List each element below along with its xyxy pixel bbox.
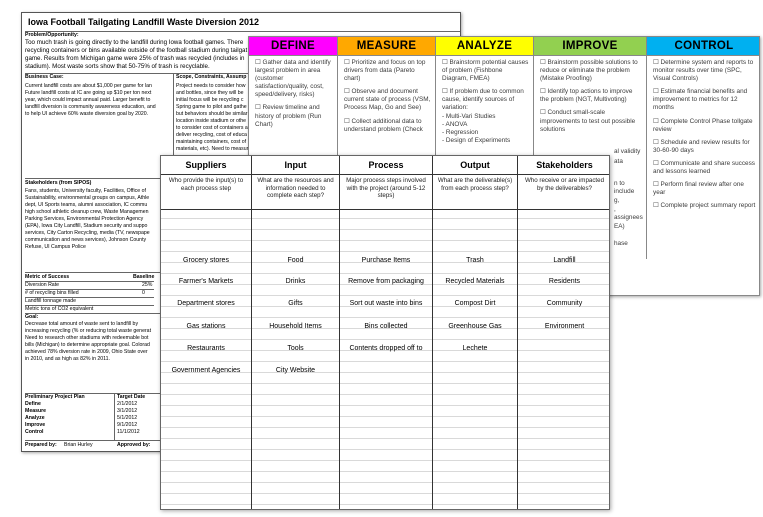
plan-date: 3/1/2012 (117, 408, 138, 414)
goal-line: in 2010, and as high as 82% in 2011. (25, 356, 110, 362)
checklist-item-fragment: n to include (614, 179, 635, 196)
phase-control (647, 37, 760, 259)
sipoc-cell: Food (287, 257, 304, 264)
checklist-item: ☐ Gather data and identify largest problem in area (customer satisfaction/quality, cost, speed/delivery, risks) (255, 59, 331, 99)
phase-header: ANALYZE (436, 37, 533, 56)
plan-phase: Analyze (25, 415, 45, 421)
divider (114, 393, 115, 441)
checklist-item: ☐ Perform final review after one year (653, 181, 744, 197)
plan-date: 2/1/2012 (117, 401, 138, 407)
column-question: Who provide the input(s) to each process step (161, 175, 251, 210)
problem-line: stadium). Most waste sorts show that 50-75% of trash is recyclable. (25, 63, 210, 70)
sipoc-column-input (252, 156, 340, 509)
column-question: What are the deliverable(s) from each process step? (433, 175, 517, 210)
checklist-item: ☐ Conduct small-scale improvements to test out possible solutions (540, 109, 636, 133)
scope-line: deliver recycling, cost of educa (176, 132, 247, 138)
checklist-subitem: - Multi-Vari Studies (442, 112, 496, 120)
plan-phase: Improve (25, 422, 46, 428)
stakeholders-line: dept, UI Sports teams, alumni association, IC commu (25, 202, 148, 208)
metric-name: # of recycling bins filled (25, 290, 79, 296)
checklist-item: ☐ Complete project summary report (653, 202, 756, 210)
checklist-item: ☐ Collect additional data to understand problem (Check (344, 117, 423, 133)
stakeholders-line: Fans, students, University faculty, Facilities, Office of (25, 188, 146, 194)
stakeholders-line: (EPA), Iowa City Landfill, Stadium security and suppo (25, 223, 148, 229)
metric-name: Landfill tonnage made (25, 298, 77, 304)
scope-line: but behaviors should be similar (176, 111, 248, 117)
sipoc-cell: Grocery stores (183, 257, 229, 264)
sipoc-cell: Department stores (177, 300, 235, 307)
plan-phase: Measure (25, 408, 47, 414)
sipoc-column-suppliers (161, 156, 252, 509)
sipoc-cell: Restaurants (187, 345, 225, 352)
sipoc-sheet (160, 155, 610, 510)
stakeholders-line: services, City Carton Recycling, media (TV, newspape (25, 230, 150, 236)
sipoc-cell: Compost Dirt (454, 300, 496, 307)
problem-line: Too much trash is going directly to the landfill during Iowa football games. There (25, 39, 244, 46)
checklist-item: ☐ Communicate and share success and lessons learned (653, 159, 755, 176)
phase-header: IMPROVE (534, 37, 646, 56)
checklist-subitem: - ANOVA (442, 120, 468, 128)
checklist-item: ☐ If problem due to common cause, identify sources of variation: (442, 88, 524, 112)
charter-title: Iowa Football Tailgating Landfill Waste Diversion 2012 (28, 17, 260, 27)
stakeholders-line: high school athletic cleanup crew, Waste Managemen (25, 209, 149, 215)
sipoc-cell: Recycled Materials (445, 278, 505, 285)
metrics-header-metric: Metric of Success (25, 274, 70, 280)
scope-line: initial focus will be recycling c (176, 97, 244, 103)
scope-line: and bottles, since they will be (176, 90, 244, 96)
sipoc-cell: Farmer's Markets (178, 278, 234, 285)
stakeholders-line: Sustainability, environmental groups on campus, Athle (25, 195, 150, 201)
phase-header: MEASURE (338, 37, 435, 56)
scope-line: Project needs to consider how (176, 83, 246, 89)
plan-phase: Define (25, 401, 41, 407)
stakeholders-label: Stakeholders (from SIPOS) (25, 180, 92, 186)
plan-header-phase: Preliminary Project Plan (25, 394, 85, 400)
business-case-line: to help UI achieve 60% waste diversion goal by 2020. (25, 111, 149, 117)
sipoc-cell: Sort out waste into bins (349, 300, 423, 307)
column-header: Input (252, 156, 339, 175)
divider (25, 31, 460, 32)
checklist-subitem: - Design of Experiments (442, 136, 511, 144)
problem-line: game. Results from Michigan game were 25% of trash was recycled (includes in (25, 55, 245, 62)
sipoc-cell: Environment (544, 323, 585, 330)
sipoc-cell: Tools (287, 345, 304, 352)
sipoc-cell: City Website (275, 367, 316, 374)
sipoc-column-output (433, 156, 518, 509)
checklist-item: ☐ Observe and document current state of process (VSM, Process Map, Go and See) (344, 88, 431, 112)
sipoc-cell: Bins collected (364, 323, 408, 330)
checklist-item: ☐ Identify top actions to improve the problem (NGT, Multivoting) (540, 88, 633, 104)
sipoc-cell: Lechete (462, 345, 488, 352)
sipoc-cell: Gas stations (186, 323, 226, 330)
sipoc-cell: Drinks (285, 278, 306, 285)
sipoc-cell: Contents dropped off to (349, 345, 423, 352)
goal-line: increasing recycling (% or reducing total waste generat (25, 328, 152, 334)
column-header: Process (340, 156, 432, 175)
checklist-item-fragment: al validity (614, 147, 641, 155)
business-case-line: Current landfill costs are about $1,000 per game for lan (25, 83, 152, 89)
checklist-item: ☐ Review timeline and history of problem (Run Chart) (255, 104, 322, 128)
sipoc-cell: Trash (466, 257, 484, 264)
checklist-item-fragment: hase (614, 239, 628, 247)
metric-baseline: 0 (142, 290, 145, 296)
sipoc-cell: Residents (548, 278, 581, 285)
checklist-item: ☐ Estimate financial benefits and improvement to metrics for 12 months (653, 88, 748, 112)
checklist-item-fragment: , assignees (614, 206, 643, 222)
stakeholders-line: Parking Services, Environmental Protection Agency (25, 216, 144, 222)
plan-date: 5/1/2012 (117, 415, 138, 421)
stakeholders-line: communication and news services), Johnson County (25, 237, 147, 243)
prepared-by-label: Prepared by: (25, 442, 57, 448)
scope-line: location inside stadium or othe (176, 118, 247, 124)
approved-by-label: Approved by: (117, 442, 151, 448)
metric-baseline: 25% (142, 282, 153, 288)
plan-date: 9/1/2012 (117, 422, 138, 428)
scope-line: to consider cost of containers a (176, 125, 248, 131)
checklist-item: ☐ Prioritize and focus on top drivers from data (Pareto chart) (344, 59, 426, 83)
scope-line: materials, etc). Need to measur (176, 146, 249, 152)
plan-phase: Control (25, 429, 44, 435)
checklist-item: ☐ Complete Control Phase tollgate review (653, 117, 753, 133)
sipoc-cell: Gifts (288, 300, 303, 307)
goal-line: bills (Michigan) to determine appropriate goal. Colorad (25, 342, 150, 348)
goal-line: Decrease total amount of waste sent to landfill by (25, 321, 139, 327)
checklist-item: ☐ Brainstorm potential causes of problem (Fishbone Diagram, FMEA) (442, 59, 529, 83)
business-case-line: Future landfill costs at IC are going up $10 per ton next (25, 90, 152, 96)
business-case-line: year, which could impact annual paid. Larger benefit to (25, 97, 151, 103)
metrics-header-baseline: Baseline (133, 274, 155, 280)
checklist-subitem: - Regression (442, 128, 479, 136)
column-question: What are the resources and information needed to complete each step? (252, 175, 339, 210)
goal-line: achieved 78% diversion rate in 2009, Ohio State over (25, 349, 148, 355)
sipoc-cell: Remove from packaging (348, 278, 424, 285)
column-header: Output (433, 156, 517, 175)
plan-date: 11/1/2012 (117, 429, 140, 435)
sipoc-cell: Purchase Items (361, 257, 411, 264)
column-header: Stakeholders (518, 156, 610, 175)
column-header: Suppliers (161, 156, 251, 175)
problem-line: recycling containers or bins available outside of the football stadium during tailgat (25, 47, 248, 54)
plan-header-date: Target Date (117, 394, 146, 400)
sipoc-cell: Government Agencies (171, 367, 241, 374)
metric-name: Diversion Rate (25, 282, 60, 288)
metric-name: Metric tons of CO2 equivalent (25, 306, 94, 312)
checklist-item: ☐ Brainstorm possible solutions to reduce or eliminate the problem (Mistake Proofing) (540, 59, 638, 83)
sipoc-cell: Landfill (553, 257, 576, 264)
checklist-item-fragment: ata (614, 157, 623, 165)
goal-label: Goal: (25, 314, 39, 320)
column-question: Who receive or are impacted by the deliverables? (518, 175, 610, 210)
phase-header: CONTROL (647, 37, 760, 56)
sipoc-cell: Greenhouse Gas (448, 323, 502, 330)
phase-header: DEFINE (249, 37, 337, 56)
column-question: Major process steps involved with the project (around 5-12 steps) (340, 175, 432, 210)
checklist-item: ☐ Determine system and reports to monitor results over time (SPC, Visual Controls) (653, 59, 754, 83)
checklist-item: ☐ Schedule and review results for 30-60-90 days (653, 138, 750, 154)
scope-label: Scope, Constraints, Assump (176, 74, 247, 80)
sipoc-column-process (340, 156, 433, 509)
prepared-by-name: Brian Hurley (64, 442, 93, 448)
scope-line: maintaining containers, cost of (176, 139, 247, 145)
problem-label: Problem/Opportunity: (25, 32, 79, 38)
sipoc-column-stakeholders (518, 156, 610, 509)
sipoc-cell: Community (546, 300, 583, 307)
business-case-label: Business Case: (25, 74, 64, 80)
checklist-item-fragment: g, (614, 197, 620, 205)
sipoc-cell: Household Items (269, 323, 322, 330)
goal-line: Need to research other stadiums with redeemable bot (25, 335, 149, 341)
business-case-line: landfill diversion is community awareness education, and (25, 104, 156, 110)
checklist-item-fragment: EA) (614, 223, 625, 231)
scope-line: Spring game to pilot and gathe (176, 104, 247, 110)
stakeholders-line: Refuse, UI Campus Police (25, 244, 86, 250)
